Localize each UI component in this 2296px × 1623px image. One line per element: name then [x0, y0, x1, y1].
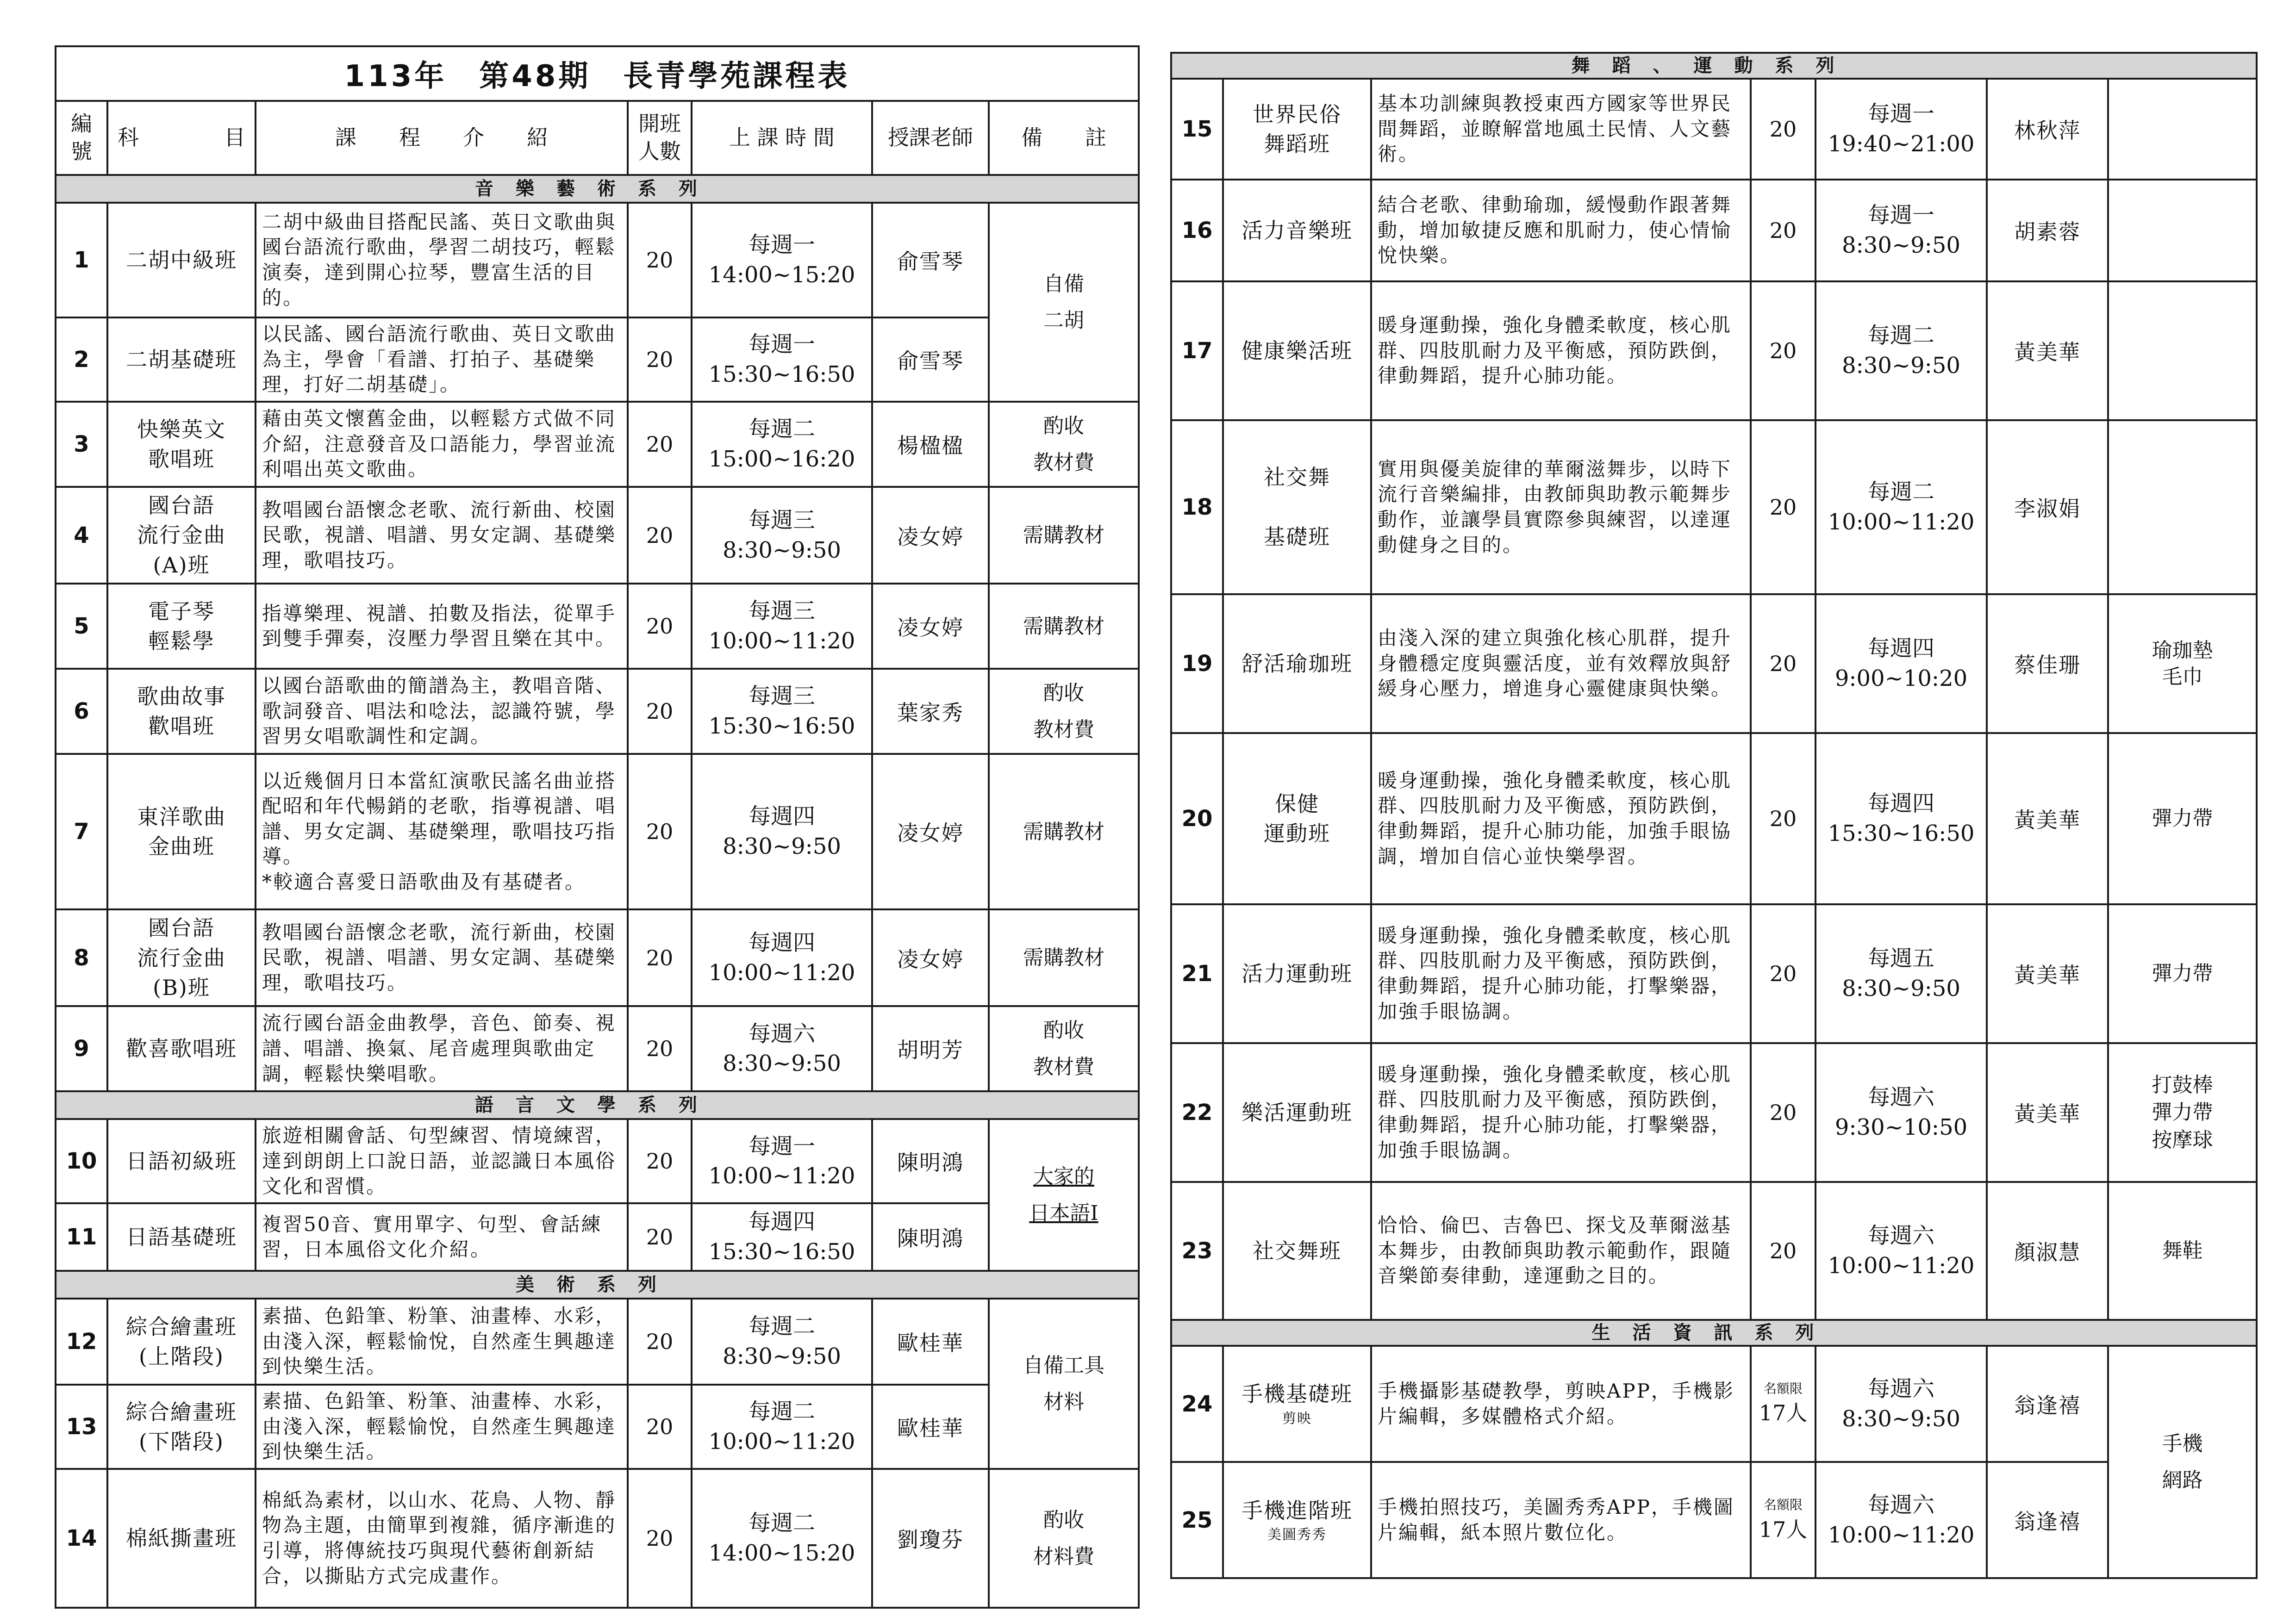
- section-header-art: 美術系列: [56, 1271, 1139, 1299]
- course-name: 綜合繪畫班 (下階段): [107, 1385, 256, 1469]
- course-number: 13: [56, 1385, 107, 1469]
- course-teacher: 陳明鴻: [872, 1119, 989, 1203]
- course-teacher: 劉瓊芬: [872, 1469, 989, 1608]
- course-capacity: 20: [1751, 1182, 1816, 1320]
- course-description: 實用與優美旋律的華爾滋舞步，以時下流行音樂編排，由教師與助教示範舞步動作，並讓學員實際參與練習，以達運動健身之目的。: [1371, 420, 1751, 594]
- course-note: 自備工具 材料: [989, 1299, 1139, 1469]
- course-time: 每週二 8:30~9:50: [1816, 281, 1987, 420]
- section-header-music: 音樂藝術系列: [56, 175, 1139, 203]
- course-capacity: 20: [628, 203, 692, 317]
- course-row: [56, 1299, 1139, 1385]
- course-row: [1171, 1182, 2257, 1320]
- course-number: 14: [56, 1469, 107, 1608]
- course-name: 健康樂活班: [1223, 281, 1371, 420]
- capacity-limit-value: 17人: [1759, 1517, 1808, 1542]
- course-note: 自備 二胡: [989, 203, 1139, 402]
- course-number: 1: [56, 203, 107, 317]
- course-capacity: 20: [628, 1119, 692, 1203]
- right-course-table-panel: [1170, 52, 2256, 1572]
- left-course-table: [55, 45, 1140, 1609]
- course-number: 7: [56, 754, 107, 909]
- course-description: 指導樂理、視譜、拍數及指法，從單手到雙手彈奏，沒壓力學習且樂在其中。: [256, 584, 628, 669]
- course-teacher: 凌女婷: [872, 909, 989, 1006]
- course-note: 需購教材: [989, 754, 1139, 909]
- course-note: 酌收 材料費: [989, 1469, 1139, 1608]
- course-row: [56, 203, 1139, 317]
- course-teacher: 李淑娟: [1987, 420, 2108, 594]
- course-description: 素描、色鉛筆、粉筆、油畫棒、水彩，由淺入深，輕鬆愉悅，自然產生興趣達到快樂生活。: [256, 1385, 628, 1469]
- course-description: 恰恰、倫巴、吉魯巴、探戈及華爾滋基本舞步，由教師與助教示範動作，跟隨音樂節奏律動，達運動之目的。: [1371, 1182, 1751, 1320]
- course-row: [56, 754, 1139, 909]
- course-capacity: 20: [1751, 594, 1816, 733]
- course-capacity: [1751, 1346, 1816, 1462]
- course-capacity: 20: [628, 909, 692, 1006]
- course-description: 素描、色鉛筆、粉筆、油畫棒、水彩，由淺入深，輕鬆愉悅，自然產生興趣達到快樂生活。: [256, 1299, 628, 1385]
- right-course-table: [1170, 52, 2258, 1579]
- course-teacher: 翁逢禧: [1987, 1346, 2108, 1462]
- course-teacher: 俞雪琴: [872, 203, 989, 317]
- course-time: 每週一 8:30~9:50: [1816, 180, 1987, 281]
- course-capacity: 20: [628, 1006, 692, 1091]
- course-note: 瑜珈墊 毛巾: [2108, 594, 2257, 733]
- course-time: 每週四 8:30~9:50: [692, 754, 872, 909]
- course-time: 每週六 8:30~9:50: [692, 1006, 872, 1091]
- course-description: 手機攝影基礎教學，剪映APP，手機影片編輯，多媒體格式介紹。: [1371, 1346, 1751, 1462]
- course-time: 每週三 10:00~11:20: [692, 584, 872, 669]
- table-header-row: [56, 101, 1139, 175]
- course-name: 電子琴 輕鬆學: [107, 584, 256, 669]
- course-description: 以國台語歌曲的簡譜為主，教唱音階、歌詞發音、唱法和唸法，認識符號，學習男女唱歌調性和定調。: [256, 669, 628, 754]
- course-teacher: 歐桂華: [872, 1385, 989, 1469]
- course-capacity: [1751, 1462, 1816, 1578]
- course-capacity: 20: [1751, 420, 1816, 594]
- course-time: 每週二 14:00~15:20: [692, 1469, 872, 1608]
- header-no: 編 號: [56, 101, 107, 175]
- course-number: 17: [1171, 281, 1223, 420]
- course-row: [1171, 79, 2257, 180]
- course-name: 舒活瑜珈班: [1223, 594, 1371, 733]
- course-capacity: 20: [1751, 79, 1816, 180]
- course-number: 21: [1171, 904, 1223, 1043]
- course-capacity: 20: [628, 669, 692, 754]
- course-row: [56, 1006, 1139, 1091]
- course-teacher: 黃美華: [1987, 733, 2108, 904]
- course-number: 3: [56, 402, 107, 487]
- course-description: 藉由英文懷舊金曲，以輕鬆方式做不同介紹，注意發音及口語能力，學習並流利唱出英文歌曲。: [256, 402, 628, 487]
- course-number: 19: [1171, 594, 1223, 733]
- section-header-language: 語言文學系列: [56, 1091, 1139, 1119]
- course-number: 4: [56, 487, 107, 584]
- course-capacity: 20: [628, 1203, 692, 1271]
- course-number: 2: [56, 317, 107, 402]
- course-capacity: 20: [628, 1469, 692, 1608]
- course-note: 酌收 教材費: [989, 669, 1139, 754]
- course-name: 東洋歌曲 金曲班: [107, 754, 256, 909]
- course-teacher: 俞雪琴: [872, 317, 989, 402]
- course-number: 5: [56, 584, 107, 669]
- course-number: 6: [56, 669, 107, 754]
- course-capacity: 20: [628, 1385, 692, 1469]
- course-row: [1171, 281, 2257, 420]
- course-row: [1171, 594, 2257, 733]
- course-note: 酌收 教材費: [989, 1006, 1139, 1091]
- course-name-sub: 剪映: [1282, 1410, 1312, 1427]
- course-description: 暖身運動操，強化身體柔軟度，核心肌群、四肢肌耐力及平衡感，預防跌倒，律動舞蹈，提升心肺功能，打擊樂器，加強手眼協調。: [1371, 1043, 1751, 1182]
- course-number: 16: [1171, 180, 1223, 281]
- course-name: 世界民俗 舞蹈班: [1223, 79, 1371, 180]
- left-course-table-panel: [55, 45, 1138, 1587]
- course-note: 打鼓棒 彈力帶 按摩球: [2108, 1043, 2257, 1182]
- course-note: 需購教材: [989, 584, 1139, 669]
- course-row: [1171, 1462, 2257, 1578]
- course-name-main: 手機基礎班: [1242, 1381, 1353, 1407]
- course-time: 每週六 8:30~9:50: [1816, 1346, 1987, 1462]
- header-teacher: 授課老師: [872, 101, 989, 175]
- course-note: 彈力帶: [2108, 904, 2257, 1043]
- course-number: 12: [56, 1299, 107, 1385]
- course-teacher: 顏淑慧: [1987, 1182, 2108, 1320]
- course-teacher: 黃美華: [1987, 1043, 2108, 1182]
- course-name-main: 手機進階班: [1242, 1498, 1353, 1523]
- header-subject: 科 目: [107, 101, 256, 175]
- course-time: 每週四 15:30~16:50: [1816, 733, 1987, 904]
- course-description: 以近幾個月日本當紅演歌民謠名曲並搭配昭和年代暢銷的老歌，指導視譜、唱譜、男女定調、基礎樂理，歌唱技巧指導。 *較適合喜愛日語歌曲及有基礎者。: [256, 754, 628, 909]
- course-teacher: 歐桂華: [872, 1299, 989, 1385]
- course-capacity: 20: [628, 487, 692, 584]
- course-number: 11: [56, 1203, 107, 1271]
- course-name: 二胡中級班: [107, 203, 256, 317]
- course-number: 20: [1171, 733, 1223, 904]
- course-description: 二胡中級曲目搭配民謠、英日文歌曲與國台語流行歌曲，學習二胡技巧，輕鬆演奏，達到開心拉琴，豐富生活的目的。: [256, 203, 628, 317]
- capacity-limit-label: 名額限: [1763, 1380, 1803, 1396]
- course-number: 22: [1171, 1043, 1223, 1182]
- course-name-sub: 美圖秀秀: [1267, 1526, 1327, 1543]
- course-capacity: 20: [1751, 1043, 1816, 1182]
- course-teacher: 胡明芳: [872, 1006, 989, 1091]
- header-time: 上 課 時 間: [692, 101, 872, 175]
- course-teacher: 蔡佳珊: [1987, 594, 2108, 733]
- course-name: 活力運動班: [1223, 904, 1371, 1043]
- course-capacity: 20: [628, 584, 692, 669]
- course-capacity: 20: [628, 317, 692, 402]
- section-header-dance: 舞蹈、運動系列: [1171, 53, 2257, 79]
- course-capacity: 20: [1751, 733, 1816, 904]
- course-time: 每週一 15:30~16:50: [692, 317, 872, 402]
- course-note: 彈力帶: [2108, 733, 2257, 904]
- capacity-limit-label: 名額限: [1763, 1497, 1803, 1512]
- course-teacher: 胡素蓉: [1987, 180, 2108, 281]
- course-note: 需購教材: [989, 909, 1139, 1006]
- course-description: 以民謠、國台語流行歌曲、英日文歌曲為主，學會「看譜、打拍子、基礎樂理，打好二胡基礎」。: [256, 317, 628, 402]
- course-time: 每週二 10:00~11:20: [1816, 420, 1987, 594]
- course-description: 暖身運動操，強化身體柔軟度，核心肌群、四肢肌耐力及平衡感，預防跌倒，律動舞蹈，提升心肺功能，打擊樂器，加強手眼協調。: [1371, 904, 1751, 1043]
- course-note-empty: [2108, 180, 2257, 281]
- course-name: 樂活運動班: [1223, 1043, 1371, 1182]
- page-title: 113年 第48期 長青學苑課程表: [56, 46, 1139, 101]
- course-note-empty: [2108, 420, 2257, 594]
- course-name: [1223, 1462, 1371, 1578]
- course-row: [56, 317, 1139, 402]
- course-description: 複習50音、實用單字、句型、會話練習，日本風俗文化介紹。: [256, 1203, 628, 1271]
- course-teacher: 陳明鴻: [872, 1203, 989, 1271]
- course-number: 18: [1171, 420, 1223, 594]
- course-number: 23: [1171, 1182, 1223, 1320]
- course-teacher: 凌女婷: [872, 584, 989, 669]
- course-name: 社交舞 基礎班: [1223, 420, 1371, 594]
- course-name: 國台語 流行金曲 (A)班: [107, 487, 256, 584]
- course-row: [1171, 180, 2257, 281]
- course-name: 快樂英文 歌唱班: [107, 402, 256, 487]
- course-row: [56, 487, 1139, 584]
- course-description: 流行國台語金曲教學，音色、節奏、視譜、唱譜、換氣、尾音處理與歌曲定調，輕鬆快樂唱歌。: [256, 1006, 628, 1091]
- course-name: 歡喜歌唱班: [107, 1006, 256, 1091]
- course-time: 每週五 8:30~9:50: [1816, 904, 1987, 1043]
- course-time: 每週四 10:00~11:20: [692, 909, 872, 1006]
- course-teacher: 楊楹楹: [872, 402, 989, 487]
- course-name: 棉紙撕畫班: [107, 1469, 256, 1608]
- course-capacity: 20: [628, 1299, 692, 1385]
- course-name: 日語基礎班: [107, 1203, 256, 1271]
- course-name: 日語初級班: [107, 1119, 256, 1203]
- course-description: 基本功訓練與教授東西方國家等世界民間舞蹈，並瞭解當地風土民情、人文藝術。: [1371, 79, 1751, 180]
- course-name: 保健 運動班: [1223, 733, 1371, 904]
- course-teacher: 黃美華: [1987, 904, 2108, 1043]
- course-number: 24: [1171, 1346, 1223, 1462]
- course-time: 每週六 9:30~10:50: [1816, 1043, 1987, 1182]
- course-number: 10: [56, 1119, 107, 1203]
- course-time: 每週六 10:00~11:20: [1816, 1182, 1987, 1320]
- course-time: 每週四 15:30~16:50: [692, 1203, 872, 1271]
- section-header-life: 生活資訊系列: [1171, 1320, 2257, 1346]
- course-time: 每週六 10:00~11:20: [1816, 1462, 1987, 1578]
- course-description: 由淺入深的建立與強化核心肌群，提升身體穩定度與靈活度，並有效釋放與舒緩身心壓力，增進身心靈健康與快樂。: [1371, 594, 1751, 733]
- course-description: 棉紙為素材，以山水、花鳥、人物、靜物為主題，由簡單到複雜，循序漸進的引導，將傳統技巧與現代藝術創新結合，以撕貼方式完成畫作。: [256, 1469, 628, 1608]
- course-time: 每週四 9:00~10:20: [1816, 594, 1987, 733]
- course-note-empty: [2108, 281, 2257, 420]
- course-row: [56, 402, 1139, 487]
- course-teacher: 翁逢禧: [1987, 1462, 2108, 1578]
- course-capacity: 20: [628, 402, 692, 487]
- course-note: 手機 網路: [2108, 1346, 2257, 1578]
- course-teacher: 黃美華: [1987, 281, 2108, 420]
- course-name: 活力音樂班: [1223, 180, 1371, 281]
- course-time: 每週一 19:40~21:00: [1816, 79, 1987, 180]
- course-number: 15: [1171, 79, 1223, 180]
- course-description: 教唱國台語懷念老歌，流行新曲，校園民歌，視譜、唱譜、男女定調、基礎樂理，歌唱技巧。: [256, 909, 628, 1006]
- course-description: 旅遊相關會話、句型練習、情境練習，達到朗朗上口說日語，並認識日本風俗文化和習慣。: [256, 1119, 628, 1203]
- course-capacity: 20: [1751, 180, 1816, 281]
- course-note: 舞鞋: [2108, 1182, 2257, 1320]
- course-row: [56, 1119, 1139, 1203]
- course-description: 暖身運動操，強化身體柔軟度，核心肌群、四肢肌耐力及平衡感，預防跌倒，律動舞蹈，提升心肺功能，加強手眼協調，增加自信心並快樂學習。: [1371, 733, 1751, 904]
- course-capacity: 20: [1751, 904, 1816, 1043]
- course-row: [1171, 904, 2257, 1043]
- course-name: 二胡基礎班: [107, 317, 256, 402]
- course-description: 結合老歌、律動瑜珈，緩慢動作跟著舞動，增加敏捷反應和肌耐力，使心情愉悅快樂。: [1371, 180, 1751, 281]
- course-row: [56, 1469, 1139, 1608]
- course-time: 每週二 10:00~11:20: [692, 1385, 872, 1469]
- course-capacity: 20: [628, 754, 692, 909]
- course-note-empty: [2108, 79, 2257, 180]
- course-name: 社交舞班: [1223, 1182, 1371, 1320]
- header-intro: 課 程 介 紹: [256, 101, 628, 175]
- course-note: 需購教材: [989, 487, 1139, 584]
- course-description: 暖身運動操，強化身體柔軟度，核心肌群、四肢肌耐力及平衡感，預防跌倒，律動舞蹈，提升心肺功能。: [1371, 281, 1751, 420]
- course-name: 綜合繪畫班 (上階段): [107, 1299, 256, 1385]
- header-capacity: 開班 人數: [628, 101, 692, 175]
- course-number: 25: [1171, 1462, 1223, 1578]
- course-name: 歌曲故事 歡唱班: [107, 669, 256, 754]
- course-row: [56, 1385, 1139, 1469]
- course-row: [56, 669, 1139, 754]
- course-time: 每週三 15:30~16:50: [692, 669, 872, 754]
- course-number: 8: [56, 909, 107, 1006]
- course-name: 國台語 流行金曲 (B)班: [107, 909, 256, 1006]
- course-number: 9: [56, 1006, 107, 1091]
- course-note: 酌收 教材費: [989, 402, 1139, 487]
- course-row: [1171, 733, 2257, 904]
- course-row: [1171, 1043, 2257, 1182]
- course-row: [56, 584, 1139, 669]
- course-row: [1171, 420, 2257, 594]
- course-teacher: 凌女婷: [872, 754, 989, 909]
- course-time: 每週二 15:00~16:20: [692, 402, 872, 487]
- course-description: 教唱國台語懷念老歌、流行新曲、校園民歌，視譜、唱譜、男女定調、基礎樂理，歌唱技巧。: [256, 487, 628, 584]
- capacity-limit-value: 17人: [1759, 1400, 1808, 1426]
- course-name: [1223, 1346, 1371, 1462]
- course-row: [56, 909, 1139, 1006]
- course-time: 每週一 14:00~15:20: [692, 203, 872, 317]
- course-teacher: 凌女婷: [872, 487, 989, 584]
- header-note: 備 註: [989, 101, 1139, 175]
- course-teacher: 葉家秀: [872, 669, 989, 754]
- course-description: 手機拍照技巧，美圖秀秀APP，手機圖片編輯，紙本照片數位化。: [1371, 1462, 1751, 1578]
- course-time: 每週三 8:30~9:50: [692, 487, 872, 584]
- course-time: 每週二 8:30~9:50: [692, 1299, 872, 1385]
- course-note: 大家的 日本語Ⅰ: [989, 1119, 1139, 1271]
- course-teacher: 林秋萍: [1987, 79, 2108, 180]
- course-capacity: 20: [1751, 281, 1816, 420]
- course-row: [1171, 1346, 2257, 1462]
- course-row: [56, 1203, 1139, 1271]
- course-time: 每週一 10:00~11:20: [692, 1119, 872, 1203]
